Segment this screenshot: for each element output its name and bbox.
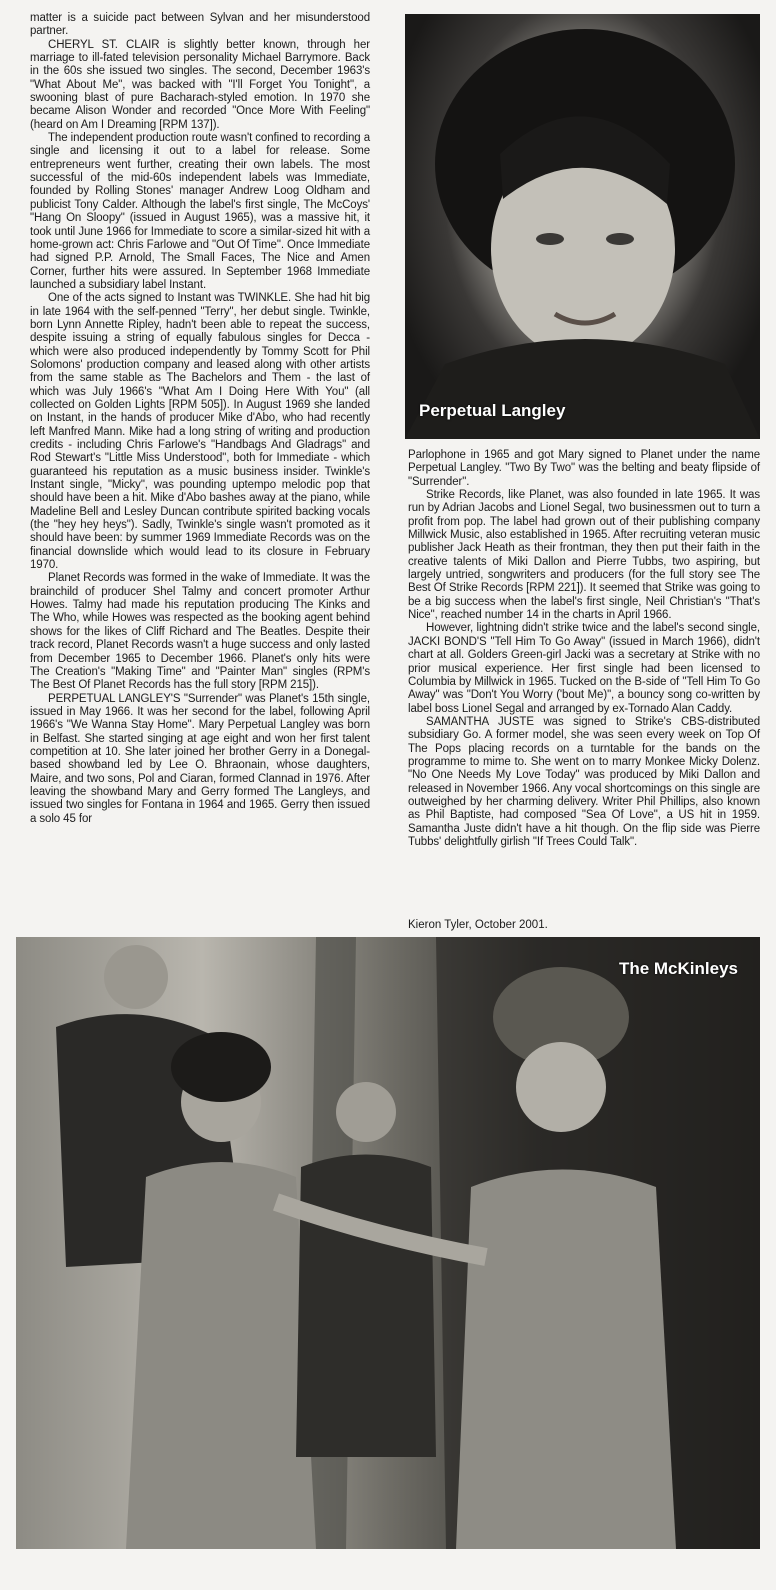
paragraph: One of the acts signed to Instant was TWINKLE. She had hit big in late 1964 with the self-penned "Terry", her debut single. Twinkle, born Lynn Annette Ripley, hadn't been able to repeat the success, despite issuing a string of equally fabulous singles for Decca - which were also produced independently by Tommy Scott for Phil Solomons' production company and leased along with other artists from the same stable as The Bachelors and Them - the last of which was July 1966's "What Am I Doing Here With You" (all collected on Golden Lights [RPM 505]). In August 1969 she landed on Instant, in the hands of producer Mike d'Abo, who had recently left Manfred Mann. Mike had a long string of writing and production credits - including Chris Farlowe's "Handbags And Gladrags" and Rod Stewart's "Little Miss Understood", both for Immediate - which guaranteed his reputation as a music business insider. Twinkle's Instant single, "Micky", was pounding uptempo melodic pop that should have been a hit. Mike d'Abo bashes away at the piano, while Madeline Bell and Lesley Duncan contribute spirited backing vocals (the "hey hey heys"). Sadly, Twinkle's single wasn't promoted as it should have been: by summer 1969 Immediate Records was on the financial downslide which would lead to its closure in February 1970. [30, 292, 370, 572]
paragraph: matter is a suicide pact between Sylvan and her misunderstood partner. [30, 12, 370, 38]
article-credit: Kieron Tyler, October 2001. [408, 919, 548, 931]
portrait-illustration [405, 14, 760, 439]
group-illustration [16, 937, 760, 1549]
paragraph: However, lightning didn't strike twice and the label's second single, JACKI BOND'S "Tell Him To Go Away" (issued in March 1966), didn't chart at all. Golders Green-girl Jacki was a secretary at Strike with no prior musical experience. Her first single had been licensed to Columbia by Millwick in 1965. Tucked on the B-side of "Tell Him To Go Away" was "Don't You Worry ('bout Me)", a bouncy song co-written by label boss Lionel Segal and arranged by ex-Tornado Alan Caddy. [408, 622, 760, 715]
photo-caption: Perpetual Langley [419, 401, 566, 420]
article-left-column [30, 12, 370, 826]
paragraph: Planet Records was formed in the wake of Immediate. It was the brainchild of producer Shel Talmy and concert promoter Arthur Howes. Talmy had made his reputation producing The Kinks and The Who, while Howes was respected as the booking agent behind shows for the likes of Cliff Richard and The Beatles. Despite their track record, Planet Records wasn't a huge success and only lasted from December 1965 to December 1966. Planet's only hits were The Creation's "Making Time" and "Painter Man" singles (RPM's The Best Of Planet Records has the full story [RPM 215]). [30, 572, 370, 692]
paragraph: SAMANTHA JUSTE was signed to Strike's CBS-distributed subsidiary Go. A former model, she was seen every week on Top Of The Pops placing records on a turntable for the bands on the programme to mime to. She went on to marry Monkee Micky Dolenz. "No One Needs My Love Today" was produced by Miki Dallon and released in November 1966. Any vocal shortcomings on this single are outweighed by her charming delivery. Writer Phil Phillips, also known as Phil Baptiste, had composed "Sea Of Love", a US hit in 1959. Samantha Juste didn't have a hit though. On the flip side was Pierre Tubbs' delightfully girlish "If Trees Could Talk". [408, 715, 760, 848]
photo-caption: The McKinleys [618, 959, 738, 978]
perpetual-langley-photo [405, 14, 760, 439]
paragraph: CHERYL ST. CLAIR is slightly better known, through her marriage to ill-fated television personality Michael Barrymore. Back in the 60s she issued two singles. The second, December 1963's "What About Me", was backed with "I'll Forget You Tonight", a swooning blast of pure Bacharach-styled emotion. In 1970 she became Alison Wonder and recorded "Once More With Feeling" (heard on Am I Dreaming [RPM 137]). [30, 38, 370, 131]
paragraph: PERPETUAL LANGLEY'S "Surrender" was Planet's 15th single, issued in May 1966. It was her second for the label, following April 1966's "We Wanna Stay Home". Mary Perpetual Langley was born in Belfast. She started singing at age eight and won her first talent competition at 10. She later joined her brother Gerry in a Donegal-based showband led by Lee O. Bhraonain, whose daughters, Maire, and two sons, Pol and Ciaran, formed Clannad in 1976. After leaving the showband Mary and Gerry formed The Langleys, and issued two singles for Fontana in 1964 and 1965. Gerry then issued a solo 45 for [30, 692, 370, 825]
mckinleys-photo [16, 937, 760, 1549]
paragraph: Strike Records, like Planet, was also founded in late 1965. It was run by Adrian Jacobs and Lionel Segal, two businessmen out to turn a profit from pop. The label had grown out of their publishing company Millwick Music, also established in 1965. After recruiting veteran music publisher Jack Heath as their frontman, they then put their faith in the creative talents of Miki Dallon and Pierre Tubbs, two aspiring, but largely untried, songwriters and producers (for the full story see The Best Of Strike Records [RPM 221]). It seemed that Strike was going to be a big success when the label's first single, Neil Christian's "That's Nice", reached number 14 in the charts in April 1966. [408, 489, 760, 622]
paragraph: Parlophone in 1965 and got Mary signed to Planet under the name Perpetual Langley. "Two By Two" was the belting and beaty flipside of "Surrender". [408, 449, 760, 488]
paragraph: The independent production route wasn't confined to recording a single and licensing it out to a label for release. Some entrepreneurs went further, creating their own labels. The most successful of the mid-60s independent labels was Immediate, founded by Rolling Stones' manager Andrew Loog Oldham and publicist Tony Calder. Although the label's first single, The McCoys' "Hang On Sloopy" (issued in August 1965), was a massive hit, it took until June 1966 for Immediate to score a similar-sized hit with a home-grown act: Chris Farlowe and "Out Of Time". Once Immediate had signed P.P. Arnold, The Small Faces, The Nice and Amen Corner, further hits were assured. In September 1968 Immediate launched a subsidiary label Instant. [30, 132, 370, 291]
article-right-column [408, 449, 760, 849]
